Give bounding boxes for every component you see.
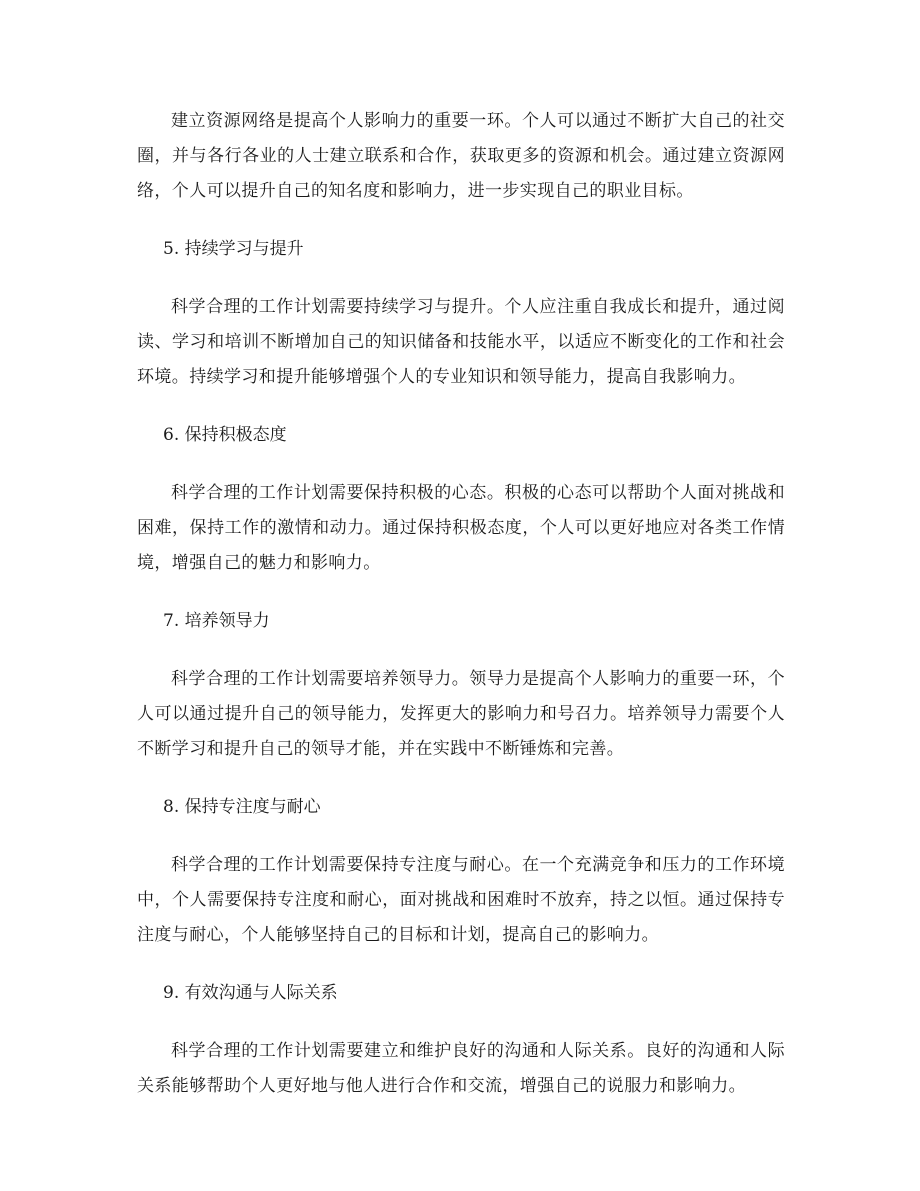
section-heading-9: 9. 有效沟通与人际关系 <box>163 983 338 1003</box>
paragraph-leadership: 科学合理的工作计划需要培养领导力。领导力是提高个人影响力的重要一环，个人可以通过提升自己的领导能力，发挥更大的影响力和号召力。培养领导力需要个人不断学习和提升自己的领导才能，并在实践中不断锤炼和完善。 <box>137 669 785 759</box>
section-heading-6: 6. 保持积极态度 <box>163 425 287 445</box>
section-heading-8: 8. 保持专注度与耐心 <box>163 797 321 817</box>
paragraph-continuous-learning: 科学合理的工作计划需要持续学习与提升。个人应注重自我成长和提升，通过阅读、学习和培训不断增加自己的知识储备和技能水平，以适应不断变化的工作和社会环境。持续学习和提升能够增强个人的专业知识和领导能力，提高自我影响力。 <box>137 297 785 387</box>
section-heading-5: 5. 持续学习与提升 <box>163 239 304 259</box>
paragraph-focus-patience: 科学合理的工作计划需要保持专注度与耐心。在一个充满竞争和压力的工作环境中，个人需要保持专注度和耐心，面对挑战和困难时不放弃，持之以恒。通过保持专注度与耐心，个人能够坚持自己的目标和计划，提高自己的影响力。 <box>137 855 785 945</box>
paragraph-communication: 科学合理的工作计划需要建立和维护良好的沟通和人际关系。良好的沟通和人际关系能够帮助个人更好地与他人进行合作和交流，增强自己的说服力和影响力。 <box>137 1041 785 1096</box>
section-heading-7: 7. 培养领导力 <box>163 611 270 631</box>
paragraph-resource-network: 建立资源网络是提高个人影响力的重要一环。个人可以通过不断扩大自己的社交圈，并与各行各业的人士建立联系和合作，获取更多的资源和机会。通过建立资源网络，个人可以提升自己的知名度和影响力，进一步实现自己的职业目标。 <box>137 111 785 201</box>
paragraph-positive-attitude: 科学合理的工作计划需要保持积极的心态。积极的心态可以帮助个人面对挑战和困难，保持工作的激情和动力。通过保持积极态度，个人可以更好地应对各类工作情境，增强自己的魅力和影响力。 <box>137 483 785 573</box>
document-body <box>137 104 785 1104</box>
